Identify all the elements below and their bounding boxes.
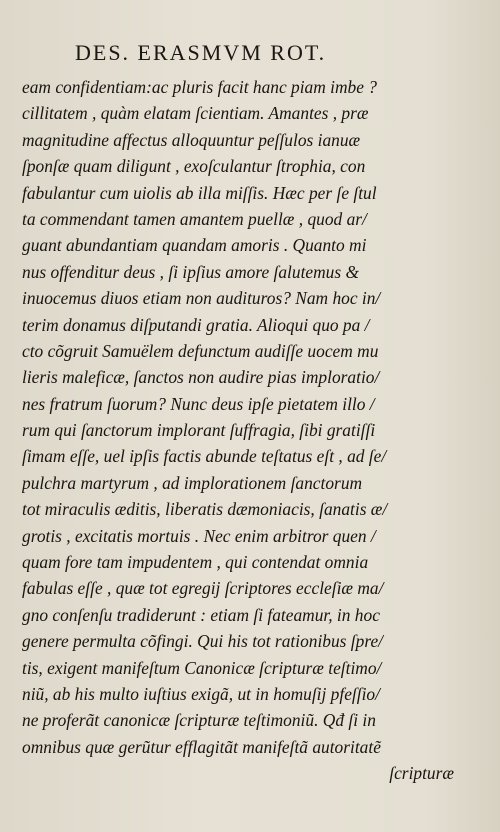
text-line: ta commendant tamen amantem puellæ , quod ar/ (22, 208, 367, 229)
text-line: rum qui ſanctorum implorant ſuffragia, ſibi gratiſſi (22, 420, 376, 441)
text-line: lieris maleficæ, ſanctos non audire pias imploratio/ (22, 367, 380, 388)
text-line: nes fratrum ſuorum? Nunc deus ipſe pietatem illo / (22, 393, 375, 414)
text-line: eam confidentiam:ac pluris facit hanc piam imbe ? (22, 77, 377, 97)
text-line: ſponſæ quam diligunt , exoſculantur ſtrophia, con (22, 156, 366, 177)
text-line: genere permulta cõfingi. Qui his tot rationibus ſpre/ (22, 631, 383, 652)
text-line: tis, exigent manifeſtum Canonicæ ſcripturæ teſtimo/ (22, 657, 382, 678)
text-line: fabulas eſſe , quæ tot egregij ſcriptores eccleſiæ ma/ (22, 578, 384, 599)
text-line: gno conſenſu tradiderunt : etiam ſi fateamur, in hoc (22, 604, 380, 625)
text-line: fabulantur cum uiolis ab illa miſſis. Hæc per ſe ſtul (22, 182, 377, 203)
text-line: ſimam eſſe, uel ipſis factis abunde teſtatus eſt , ad ſe/ (22, 446, 387, 467)
catchword: ſcripturæ (389, 763, 454, 784)
text-line: grotis , excitatis mortuis . Nec enim arbitror quen / (22, 525, 376, 546)
text-line: cto cõgruit Samuëlem defunctum audiſſe uocem mu (22, 340, 379, 361)
text-line: tot miraculis æditis, liberatis dæmoniacis, ſanatis æ/ (22, 499, 388, 520)
text-line: ne proferãt canonicæ ſcripturæ teſtimoniũ. Qđ ſi in (22, 710, 376, 731)
text-line: pulchra martyrum , ad implorationem ſanctorum (22, 472, 363, 493)
text-line: guant abundantiam quandam amoris . Quanto mi (22, 235, 367, 256)
text-line: omnibus quæ gerũtur efflagitãt manifeſtã autoritatẽ (22, 736, 381, 757)
text-line: nus offenditur deus , ſi ipſius amore ſalutemus & (22, 261, 360, 282)
text-line: magnitudine affectus alloquuntur peſſulos ianuæ (22, 129, 361, 150)
text-line: terim donamus diſputandi gratia. Alioqui quo pa / (22, 314, 370, 335)
body-text (22, 74, 478, 787)
running-head: DES. ERASMVM ROT. (75, 40, 327, 65)
text-line: inuocemus diuos etiam non audituros? Nam hoc in/ (22, 288, 381, 309)
text-line: cillitatem , quàm elatam ſcientiam. Amantes , præ (22, 103, 369, 124)
text-line: quam fore tam impudentem , qui contendat omnia (22, 552, 369, 573)
text-line: niũ, ab his multo iuſtius exigã, ut in homuſij pfeſſio/ (22, 683, 380, 704)
